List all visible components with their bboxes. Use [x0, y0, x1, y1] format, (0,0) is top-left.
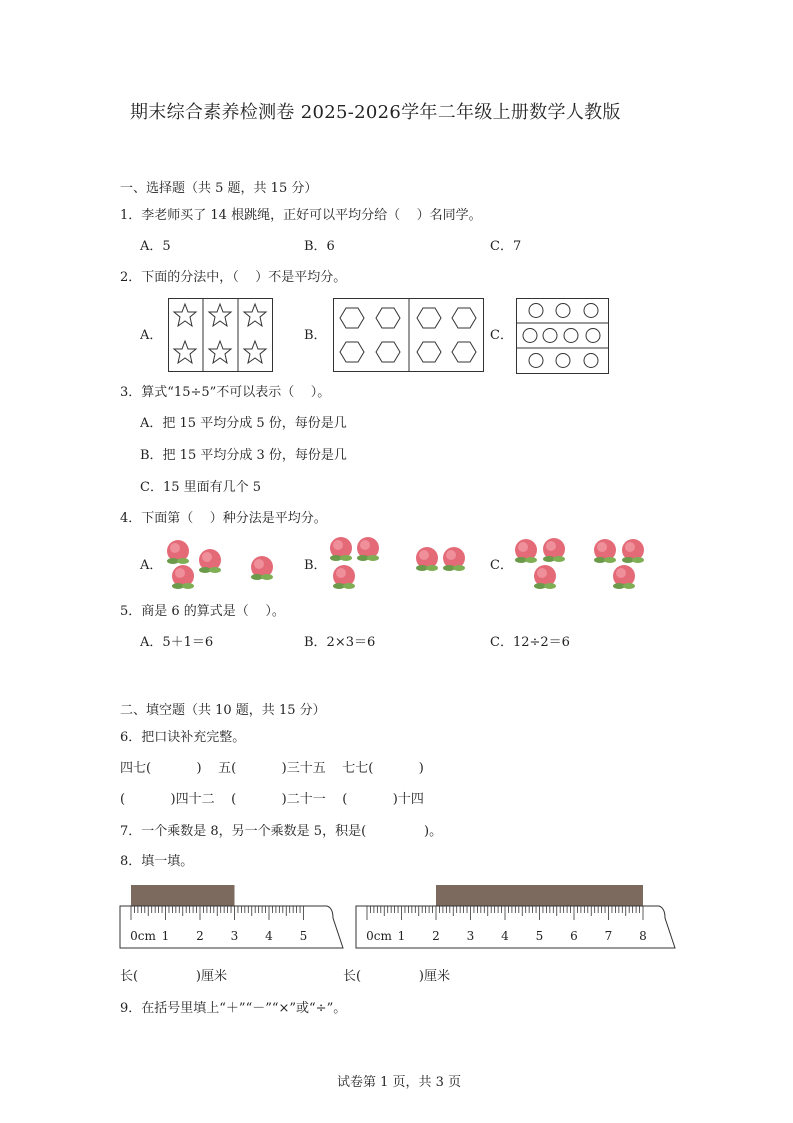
question-stem: 2．下面的分法中，（ ）不是平均分。	[120, 270, 347, 285]
ruler-label: 4	[501, 929, 509, 943]
ruler-label: 3	[230, 929, 239, 943]
option-c: C．	[490, 328, 513, 343]
peach-icon	[622, 539, 644, 563]
peach-icon	[534, 565, 556, 589]
peach-icon	[167, 540, 189, 564]
option-b: B．6	[304, 239, 335, 254]
option-a: A．5	[140, 239, 171, 254]
peach-icon	[330, 537, 352, 561]
question-stem: 1．李老师买了 14 根跳绳，正好可以平均分给（ ）名同学。	[120, 208, 482, 223]
fill-row: ( )四十二 ( )二十一 ( )十四	[120, 792, 424, 807]
question-stem: 8．填一填。	[120, 854, 194, 869]
peach-icon	[251, 556, 273, 580]
stars-figure	[168, 298, 273, 372]
peach-icon	[199, 549, 221, 573]
option-b: B．2×3＝6	[304, 635, 376, 650]
page-footer: 试卷第 1 页，共 3 页	[337, 1075, 462, 1090]
ruler-label: 0cm	[366, 929, 392, 943]
question-stem: 9．在括号里填上“＋”“－”“×”或“÷”。	[120, 1001, 347, 1016]
option-a: A．	[140, 328, 163, 343]
option-a: A．把 15 平均分成 5 份，每份是几	[140, 416, 347, 431]
peach-icon	[172, 565, 194, 589]
question-stem: 6．把口诀补充完整。	[120, 730, 246, 745]
option-c: C．7	[490, 239, 522, 254]
peach-icon	[443, 547, 465, 571]
answer-right: 长( )厘米	[343, 969, 450, 984]
peach-icon	[333, 565, 355, 589]
measured-bar	[436, 885, 643, 906]
ruler-label: 3	[466, 929, 475, 943]
peach-icon	[357, 537, 379, 561]
measured-bar	[131, 885, 235, 906]
hexagons-figure	[333, 298, 484, 372]
fill-row: 四七( ) 五( )三十五 七七( )	[120, 761, 424, 776]
peach-icon	[613, 565, 635, 589]
page-title: 期末综合素养检测卷 2025-2026学年二年级上册数学人教版	[130, 102, 621, 123]
question-stem: 3．算式“15÷5”不可以表示（ ）。	[120, 385, 331, 400]
peach-icon	[594, 539, 616, 563]
option-c: C．12÷2＝6	[490, 635, 570, 650]
ruler-label: 0cm	[130, 929, 156, 943]
ruler-label: 5	[299, 929, 308, 943]
answer-left: 长( )厘米	[120, 969, 227, 984]
question-stem: 4．下面第（ ）种分法是平均分。	[120, 511, 327, 526]
peaches-figure	[0, 535, 793, 595]
ruler-label: 2	[196, 929, 204, 943]
ruler-label: 6	[570, 929, 578, 943]
ruler-label: 4	[265, 929, 273, 943]
ruler-label: 5	[535, 929, 544, 943]
ruler-right	[354, 884, 678, 954]
section-header: 一、选择题（共 5 题，共 15 分）	[120, 181, 318, 196]
option-c: C．	[490, 558, 513, 573]
peach-icon	[515, 539, 537, 563]
ruler-label: 7	[604, 929, 613, 943]
option-a: A．	[140, 558, 163, 573]
option-a: A．5＋1＝6	[140, 635, 214, 650]
question-stem: 5．商是 6 的算式是（ ）。	[120, 604, 285, 619]
question-stem: 7．一个乘数是 8，另一个乘数是 5，积是( )。	[120, 824, 443, 839]
peach-icon	[543, 538, 565, 562]
circles-figure	[516, 298, 609, 374]
section-header: 二、填空题（共 10 题，共 15 分）	[120, 703, 326, 718]
ruler-label: 8	[639, 929, 647, 943]
option-b: B．	[304, 558, 327, 573]
peach-icon	[416, 547, 438, 571]
ruler-label: 1	[161, 929, 170, 943]
option-b: B．	[304, 328, 327, 343]
ruler-label: 2	[432, 929, 440, 943]
option-c: C．15 里面有几个 5	[140, 480, 262, 495]
option-b: B．把 15 平均分成 3 份，每份是几	[140, 448, 347, 463]
ruler-left	[118, 884, 346, 954]
ruler-label: 1	[397, 929, 406, 943]
